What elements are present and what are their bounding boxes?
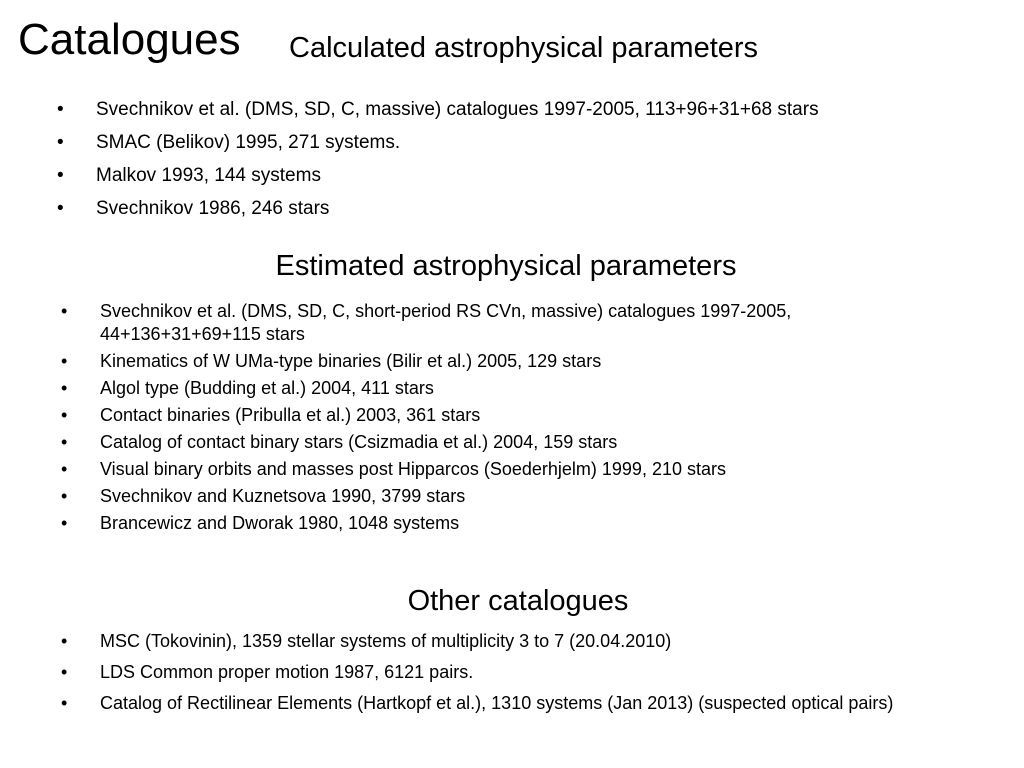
list-item-text: Algol type (Budding et al.) 2004, 411 stars <box>100 378 434 398</box>
section-heading-other: Other catalogues <box>407 585 629 617</box>
list-item <box>61 458 941 481</box>
estimated-parameters-list <box>61 300 941 539</box>
list-item-text: Brancewicz and Dworak 1980, 1048 systems <box>100 513 460 533</box>
section-heading-estimated: Estimated astrophysical parameters <box>275 250 737 282</box>
bullet-icon: • <box>61 405 68 425</box>
list-item <box>61 692 941 715</box>
list-item <box>61 404 941 427</box>
bullet-icon: • <box>61 513 68 533</box>
list-item-text: Malkov 1993, 144 systems <box>96 165 321 186</box>
list-item-text: Catalog of Rectilinear Elements (Hartkopf et al.), 1310 systems (Jan 2013) (suspected optical pairs) <box>100 693 894 713</box>
section-heading-calculated: Calculated astrophysical parameters <box>289 32 759 64</box>
list-item-text: SMAC (Belikov) 1995, 271 systems. <box>96 132 401 153</box>
list-item <box>61 485 941 508</box>
list-item <box>61 431 941 454</box>
bullet-icon: • <box>57 165 64 186</box>
list-item <box>61 350 941 373</box>
bullet-icon: • <box>57 99 64 120</box>
list-item-text: Svechnikov and Kuznetsova 1990, 3799 stars <box>100 486 466 506</box>
list-item-text: MSC (Tokovinin), 1359 stellar systems of multiplicity 3 to 7 (20.04.2010) <box>100 631 672 651</box>
list-item-text: Contact binaries (Pribulla et al.) 2003, 361 stars <box>100 405 481 425</box>
list-item <box>61 512 941 535</box>
bullet-icon: • <box>57 132 64 153</box>
slide-title: Catalogues <box>18 15 241 64</box>
list-item-text: LDS Common proper motion 1987, 6121 pairs. <box>100 662 474 682</box>
other-catalogues-list <box>61 630 941 723</box>
list-item <box>57 129 997 156</box>
bullet-icon: • <box>61 432 68 452</box>
bullet-icon: • <box>61 351 68 371</box>
list-item <box>61 300 941 346</box>
bullet-icon: • <box>61 301 68 321</box>
list-item <box>57 162 997 189</box>
bullet-icon: • <box>61 459 68 479</box>
list-item-text: Kinematics of W UMa-type binaries (Bilir et al.) 2005, 129 stars <box>100 351 602 371</box>
list-item-text: Svechnikov 1986, 246 stars <box>96 198 330 219</box>
list-item <box>61 630 941 653</box>
list-item <box>61 377 941 400</box>
list-item <box>57 96 997 123</box>
calculated-parameters-list <box>57 96 997 228</box>
bullet-icon: • <box>61 486 68 506</box>
list-item-text: Visual binary orbits and masses post Hipparcos (Soederhjelm) 1999, 210 stars <box>100 459 726 479</box>
bullet-icon: • <box>61 662 68 682</box>
bullet-icon: • <box>61 693 68 713</box>
bullet-icon: • <box>61 631 68 651</box>
list-item-text: Svechnikov et al. (DMS, SD, C, massive) catalogues 1997-2005, 113+96+31+68 stars <box>96 99 819 120</box>
list-item <box>61 661 941 684</box>
list-item-text: Svechnikov et al. (DMS, SD, C, short-period RS CVn, massive) catalogues 1997-2005, 44+136+31+69+115 stars <box>100 301 792 344</box>
list-item-text: Catalog of contact binary stars (Csizmadia et al.) 2004, 159 stars <box>100 432 618 452</box>
bullet-icon: • <box>61 378 68 398</box>
list-item <box>57 195 997 222</box>
bullet-icon: • <box>57 198 64 219</box>
